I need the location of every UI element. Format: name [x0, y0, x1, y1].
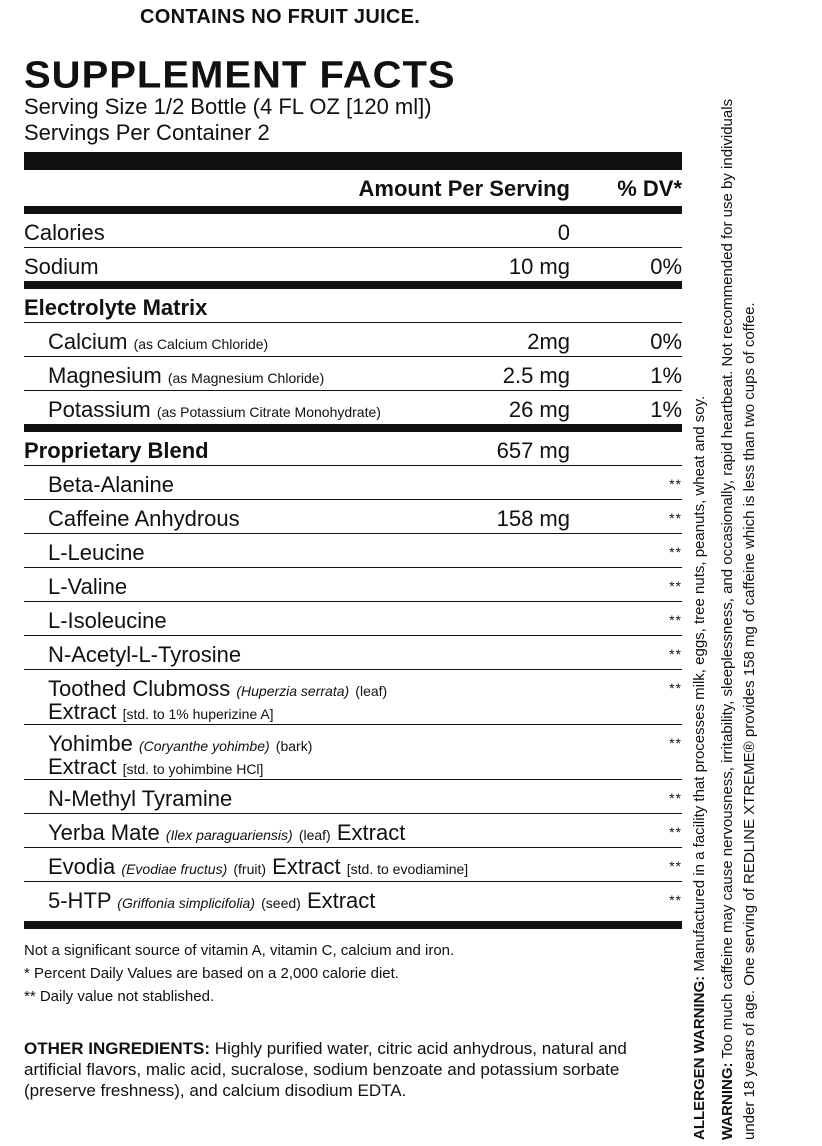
group-title: Electrolyte Matrix — [24, 295, 208, 320]
ingredient-name-line — [48, 854, 468, 880]
ingredient-row-clubmoss — [24, 670, 682, 724]
servings-per-container: Servings Per Container 2 — [24, 120, 270, 145]
ingredient-dv: ** — [669, 892, 682, 908]
medium-divider — [24, 921, 682, 929]
ingredient-row-yerba-mate — [24, 814, 682, 847]
nutrient-name: Calcium — [48, 329, 128, 354]
ingredient-name: Yerba Mate — [48, 820, 160, 845]
nutrient-name-line — [48, 363, 324, 389]
nutrient-dv: 0% — [650, 254, 682, 279]
ingredient-latin: (Evodiae fructus) — [121, 861, 228, 877]
no-juice-note: CONTAINS NO FRUIT JUICE. — [140, 6, 421, 28]
ingredient-row — [24, 636, 682, 669]
ingredient-row — [24, 602, 682, 635]
ingredient-latin: (Griffonia simplicifolia) — [117, 895, 255, 911]
caffeine-warning — [717, 60, 761, 1140]
ingredient-amount: 158 mg — [496, 506, 570, 531]
nutrient-source: (as Magnesium Chloride) — [167, 370, 325, 386]
ingredient-part: (leaf) — [355, 683, 388, 699]
footnotes — [24, 939, 682, 1008]
other-ingredients — [24, 1038, 682, 1101]
nutrient-row-calories — [24, 214, 682, 247]
ingredient-part: (seed) — [261, 895, 301, 911]
ingredient-name: Beta-Alanine — [48, 472, 174, 497]
ingredient-row-5htp — [24, 882, 682, 915]
nutrient-amount: 2.5 mg — [502, 363, 570, 388]
ingredient-line2 — [48, 754, 263, 780]
ingredient-name: 5-HTP — [48, 888, 112, 913]
serving-size: Serving Size 1/2 Bottle (4 FL OZ [120 ml]) — [24, 94, 432, 119]
group-title: Proprietary Blend — [24, 438, 209, 463]
ingredient-row — [24, 534, 682, 567]
side-warnings — [689, 60, 819, 1140]
nutrient-amount: 10 mg — [508, 254, 570, 279]
ingredient-latin: (Huperzia serrata) — [236, 683, 350, 699]
ingredient-part: (bark) — [275, 738, 313, 754]
ingredient-dv: ** — [669, 476, 682, 492]
ingredient-name: Caffeine Anhydrous — [48, 506, 240, 531]
nutrient-row-magnesium — [24, 357, 682, 390]
ingredient-dv: ** — [669, 612, 682, 628]
nutrient-name: Potassium — [48, 397, 151, 422]
allergen-warning-label: ALLERGEN WARNING: — [691, 975, 708, 1140]
column-header-row — [24, 170, 682, 206]
ingredient-part: (fruit) — [233, 861, 267, 877]
proprietary-blend-heading — [24, 432, 682, 465]
ingredient-dv: ** — [669, 646, 682, 662]
ingredient-standard: [std. to yohimbine HCl] — [122, 761, 264, 777]
nutrient-source: (as Potassium Citrate Monohydrate) — [156, 404, 381, 420]
electrolyte-matrix-heading — [24, 289, 682, 322]
nutrient-dv: 1% — [650, 397, 682, 422]
ingredient-name: L-Valine — [48, 574, 128, 599]
blend-amount: 657 mg — [496, 438, 570, 463]
ingredient-dv: ** — [669, 824, 682, 840]
ingredient-dv: ** — [669, 578, 682, 594]
nutrient-dv: 1% — [650, 363, 682, 388]
medium-divider — [24, 206, 682, 214]
ingredient-standard: [std. to 1% huperizine A] — [122, 706, 274, 722]
ingredient-extract: Extract — [48, 754, 117, 779]
nutrient-name: Calories — [24, 220, 105, 245]
footnote-dv-not-established: ** Daily value not stablished. — [24, 988, 215, 1005]
caffeine-warning-text: Too much caffeine may cause nervousness, irritability, sleeplessness, and occasionally, rapid heartbeat. Not recommended for use by individuals under 18 years of age. One serving of REDLINE XTREME® provides 158 mg of caffeine which is less than two cups of coffee. — [719, 98, 758, 1140]
nutrient-row-potassium — [24, 391, 682, 424]
nutrient-amount: 26 mg — [508, 397, 570, 422]
nutrient-amount: 2mg — [527, 329, 570, 354]
thick-divider — [24, 152, 682, 170]
ingredient-name-line — [48, 820, 405, 846]
nutrient-source: (as Calcium Chloride) — [133, 336, 269, 352]
ingredient-name: L-Isoleucine — [48, 608, 167, 633]
footnote-nonsignificant: Not a significant source of vitamin A, vitamin C, calcium and iron. — [24, 942, 455, 959]
panel-title: SUPPLEMENT FACTS — [24, 54, 456, 96]
other-ingredients-text: Highly purified water, citric acid anhydrous, natural and artificial flavors, malic acid, sucralose, sodium benzoate and potassium sorbate (preserve freshness), and calcium disodium EDTA. — [24, 1039, 627, 1100]
footnote-dv-basis: * Percent Daily Values are based on a 2,000 calorie diet. — [24, 965, 399, 982]
ingredient-name: N-Methyl Tyramine — [48, 786, 233, 811]
caffeine-warning-label: WARNING: — [719, 1062, 736, 1140]
nutrient-row-calcium — [24, 323, 682, 356]
ingredient-latin: (Ilex paraguariensis) — [165, 827, 293, 843]
ingredient-dv: ** — [669, 544, 682, 560]
nutrient-name: Magnesium — [48, 363, 162, 388]
nutrient-name-line — [48, 329, 268, 355]
nutrient-amount: 0 — [557, 220, 570, 245]
ingredient-name: N-Acetyl-L-Tyrosine — [48, 642, 242, 667]
ingredient-row-yohimbe — [24, 725, 682, 779]
ingredient-row-tyramine — [24, 780, 682, 813]
ingredient-extract: Extract — [48, 699, 117, 724]
allergen-warning — [689, 60, 711, 1140]
medium-divider — [24, 281, 682, 289]
ingredient-name-line — [48, 888, 375, 914]
ingredient-dv: ** — [669, 680, 682, 696]
supplement-facts-panel — [24, 56, 682, 1101]
ingredient-dv: ** — [669, 510, 682, 526]
ingredient-standard: [std. to evodiamine] — [346, 861, 469, 877]
ingredient-dv: ** — [669, 858, 682, 874]
other-ingredients-label: OTHER INGREDIENTS: — [24, 1039, 211, 1058]
nutrient-dv: 0% — [650, 329, 682, 354]
ingredient-name: Toothed Clubmoss — [48, 676, 231, 701]
ingredient-part: (leaf) — [298, 827, 331, 843]
nutrient-name-line — [48, 397, 381, 423]
amount-header: Amount Per Serving — [358, 176, 570, 201]
ingredient-extract: Extract — [272, 854, 341, 879]
allergen-warning-text: Manufactured in a facility that processes milk, eggs, tree nuts, peanuts, wheat and soy. — [691, 395, 708, 972]
ingredient-extract: Extract — [306, 888, 376, 913]
ingredient-line2 — [48, 699, 274, 725]
ingredient-extract: Extract — [336, 820, 406, 845]
nutrient-row-sodium — [24, 248, 682, 281]
ingredient-row — [24, 500, 682, 533]
ingredient-dv: ** — [669, 790, 682, 806]
ingredient-dv: ** — [669, 735, 682, 751]
ingredient-name: Yohimbe — [48, 731, 133, 756]
ingredient-name: Evodia — [48, 854, 116, 879]
ingredient-name: L-Leucine — [48, 540, 145, 565]
ingredient-row — [24, 568, 682, 601]
ingredient-row — [24, 466, 682, 499]
ingredient-row-evodia — [24, 848, 682, 881]
medium-divider — [24, 424, 682, 432]
nutrient-name: Sodium — [24, 254, 99, 279]
ingredient-latin: (Coryanthe yohimbe) — [138, 738, 270, 754]
dv-header: % DV* — [617, 176, 682, 201]
